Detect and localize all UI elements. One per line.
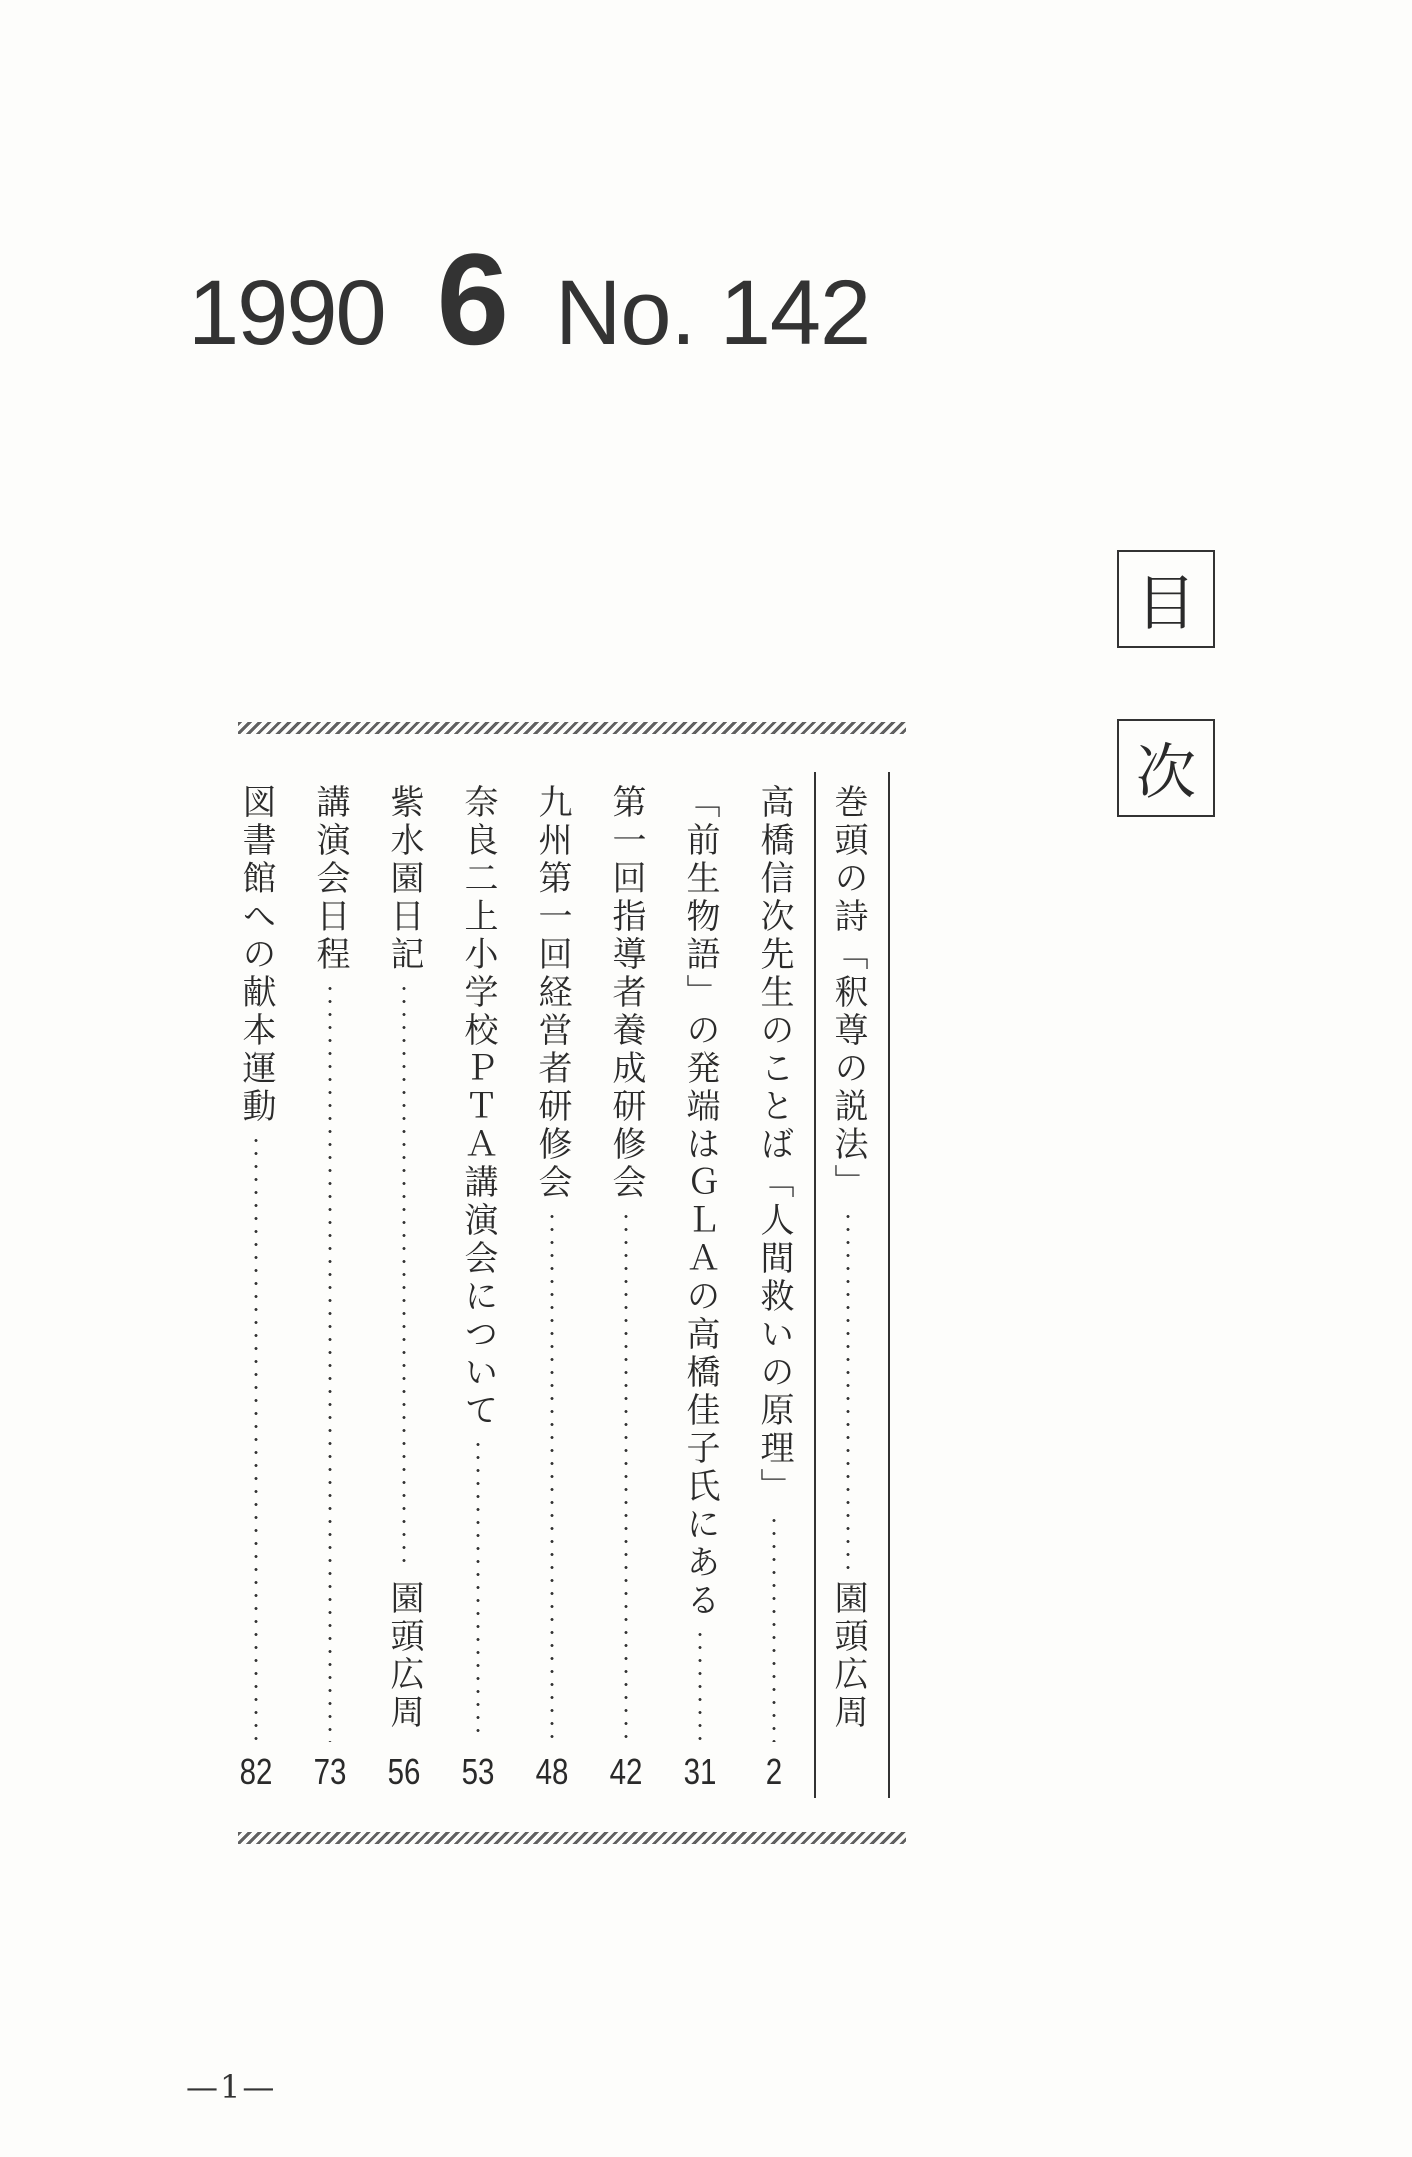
toc-author: 園頭広周 (828, 1580, 868, 1732)
toc-page: 73 (313, 1751, 347, 1792)
issue-year: 1990 (188, 262, 385, 364)
toc-page: 82 (239, 1751, 273, 1792)
toc-entry-library-donation[interactable] (226, 784, 286, 1794)
toc-entry-words[interactable] (744, 784, 804, 1794)
bottom-decorative-rule (238, 1832, 906, 1844)
leader-dots (476, 1438, 480, 1742)
column-rule-inner (814, 772, 816, 1798)
leader-dots (550, 1210, 554, 1742)
toc-page: 56 (387, 1751, 421, 1792)
toc-title: 「前生物語」の発端はＧＬＡの高橋佳子氏にある (680, 784, 720, 1620)
top-decorative-rule (238, 722, 906, 734)
toc-page: 42 (609, 1751, 643, 1792)
leader-dots (772, 1514, 776, 1742)
toc-page: 48 (535, 1751, 569, 1792)
page-number: —1— (186, 2068, 277, 2106)
leader-dots (624, 1210, 628, 1742)
toc-page: 53 (461, 1751, 495, 1792)
toc-page: 31 (683, 1751, 717, 1792)
toc-title: 講演会日程 (310, 784, 350, 974)
column-rule-outer (888, 772, 890, 1798)
toc-title: 紫水園日記 (384, 784, 424, 974)
issue-header (188, 224, 871, 372)
leader-dots (698, 1628, 702, 1742)
issue-number: No. 142 (554, 262, 871, 364)
toc-entry-lecture-schedule[interactable] (300, 784, 360, 1794)
toc-title: 図書館への献本運動 (236, 784, 276, 1126)
leader-dots (328, 982, 332, 1742)
toc-title: 高橋信次先生のことば「人間救いの原理」 (754, 784, 794, 1506)
toc-entry-previous-life[interactable] (670, 784, 730, 1794)
contents-heading-char-2: 次 (1117, 719, 1215, 817)
toc-title: 奈良二上小学校ＰＴＡ講演会について (458, 784, 498, 1430)
leader-dots (846, 1210, 850, 1572)
toc-entry-kyushu-seminar[interactable] (522, 784, 582, 1794)
toc-title: 九州第一回経営者研修会 (532, 784, 572, 1202)
leader-dots (254, 1134, 258, 1742)
toc-page: 2 (765, 1751, 783, 1792)
leader-dots (402, 982, 406, 1572)
toc-entry-poem[interactable] (818, 784, 878, 1794)
toc-title: 巻頭の詩「釈尊の説法」 (828, 784, 868, 1202)
toc-entry-leader-training[interactable] (596, 784, 656, 1794)
contents-heading-char-1: 目 (1117, 550, 1215, 648)
toc-author: 園頭広周 (384, 1580, 424, 1732)
toc-entry-pta-lecture[interactable] (448, 784, 508, 1794)
issue-month: 6 (436, 226, 509, 372)
toc-title: 第一回指導者養成研修会 (606, 784, 646, 1202)
toc-entry-shisuien-diary[interactable] (374, 784, 434, 1794)
